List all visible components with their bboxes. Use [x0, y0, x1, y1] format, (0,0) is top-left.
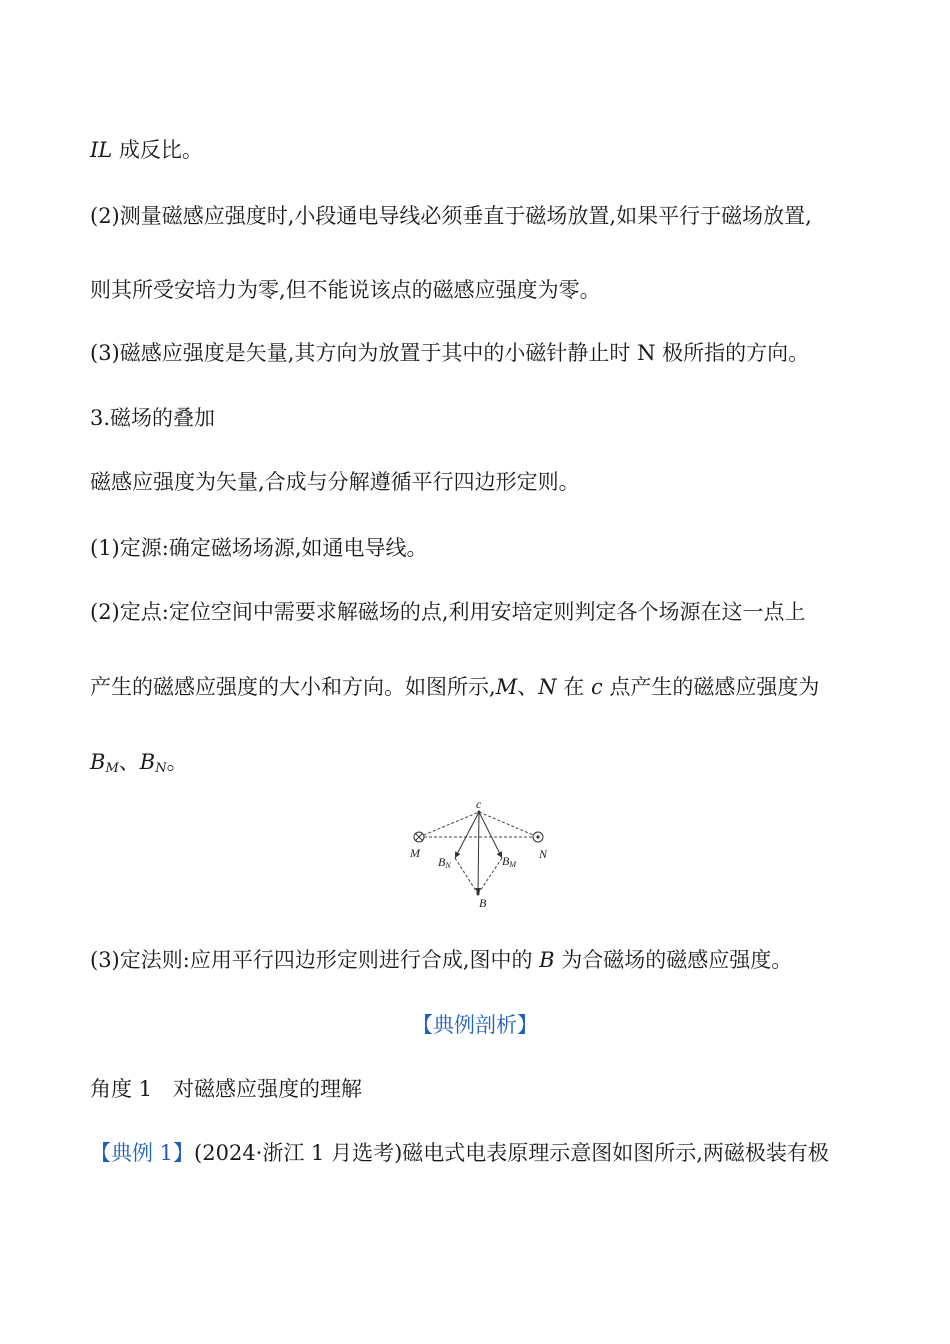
- example-tag: 【典例 1】: [90, 1141, 195, 1165]
- paragraph-line: 磁感应强度为矢量,合成与分解遵循平行四边形定则。: [90, 470, 580, 494]
- paragraph-line: (2)测量磁感应强度时,小段通电导线必须垂直于磁场放置,如果平行于磁场放置,: [90, 204, 812, 228]
- dashed-line-m-c: [419, 812, 479, 837]
- paragraph-line: (3)磁感应强度是矢量,其方向为放置于其中的小磁针静止时 N 极所指的方向。: [90, 341, 810, 365]
- section-heading: 3.磁场的叠加: [90, 406, 216, 430]
- angle-heading: 角度 1 对磁感应强度的理解: [90, 1077, 363, 1101]
- vector-b: [478, 812, 479, 894]
- example-line: 【典例 1】(2024·浙江 1 月选考)磁电式电表原理示意图如图所示,两磁极装有极: [90, 1141, 829, 1165]
- paragraph-line: $B_M$、$B_N$。: [90, 750, 188, 776]
- paragraph-line: IL 成反比。: [90, 138, 203, 162]
- vector-bm: [479, 812, 502, 858]
- wire-n-out-of-page-icon: [533, 832, 543, 842]
- label-b: B: [479, 896, 487, 910]
- label-m: M: [410, 846, 420, 860]
- label-c: c: [476, 797, 482, 811]
- label-bm: BM: [502, 854, 517, 869]
- dashed-line-bm-b: [478, 858, 502, 894]
- wire-m-into-page-icon: [414, 832, 424, 842]
- label-n: N: [539, 847, 548, 861]
- paragraph-line: 则其所受安培力为零,但不能说该点的磁感应强度为零。: [90, 278, 601, 302]
- vector-diagram: [390, 796, 570, 916]
- label-bn: BN: [438, 855, 451, 870]
- paragraph-line: 产生的磁感应强度的大小和方向。如图所示,M、N 在 c 点产生的磁感应强度为: [90, 675, 820, 699]
- paragraph-line: (3)定法则:应用平行四边形定则进行合成,图中的 B 为合磁场的磁感应强度。: [90, 948, 793, 972]
- dashed-line-c-n: [479, 812, 538, 837]
- section-heading-examples: 【典例剖析】: [412, 1013, 538, 1037]
- paragraph-line: (2)定点:定位空间中需要求解磁场的点,利用安培定则判定各个场源在这一点上: [90, 600, 806, 624]
- vector-bn: [455, 812, 479, 858]
- paragraph-line: (1)定源:确定磁场场源,如通电导线。: [90, 536, 428, 560]
- dashed-line-bn-b: [455, 858, 478, 894]
